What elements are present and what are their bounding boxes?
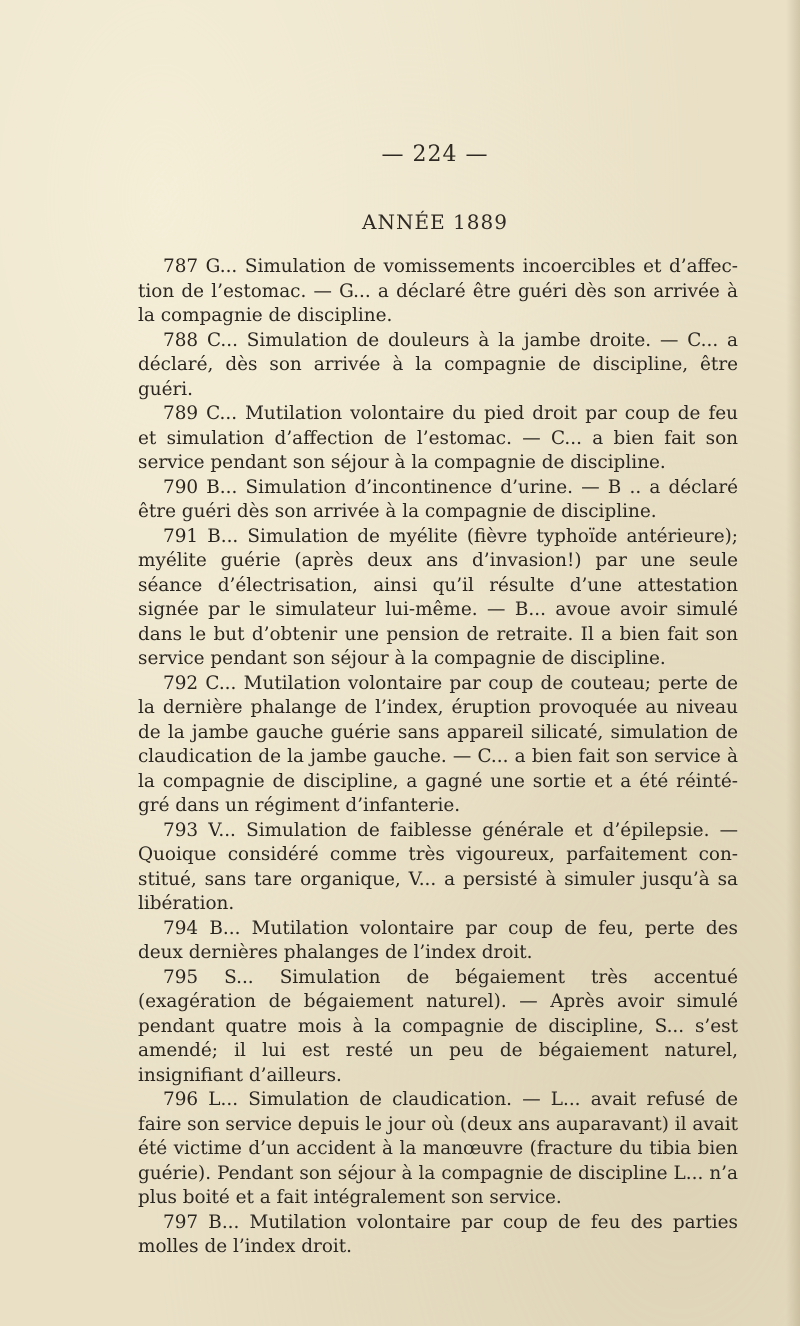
entry-789: 789 C... Mutilation volontaire du pied droit par coup de feu et simulation d’affection de l’estomac. — C... a bien fait son service pendant son séjour à la compagnie de discipline. (138, 403, 738, 473)
entry-795: 795 S... Simulation de bégaiement très accentué (exagération de bégaiement naturel). — Après avoir simulé pendant quatre mois à la compagnie de discipline, S... s’est amendé; il lui est resté un peu de bégaiement naturel, insignifiant d’ailleurs. (138, 966, 738, 1086)
year-heading: ANNÉE 1889 (362, 210, 508, 234)
entry-797: 797 B... Mutilation volontaire par coup de feu des parties molles de l’index droit. (138, 1211, 738, 1257)
entry-790: 790 B... Simulation d’incontinence d’urine. — B .. a déclaré être guéri dès son arrivée à la compagnie de discipline. (138, 476, 738, 522)
entries-list (138, 255, 738, 1260)
entry-793: 793 V... Simulation de faiblesse générale et d’épilepsie. — Quoique considéré comme très vigoureux, parfaitement con- stitué, sans tare organique, V... a persisté à simuler jusqu’à sa libération. (138, 819, 738, 914)
entry-787: 787 G... Simulation de vomissements incoercibles et d’affec- tion de l’estomac. — G... a déclaré être guéri dès son arrivée à la compagnie de discipline. (138, 256, 738, 326)
entry-796: 796 L... Simulation de claudication. — L... avait refusé de faire son service depuis le jour où (deux ans auparavant) il avait été victime d’un accident à la manœuvre (fracture du tibia bien guérie). Pendant son séjour à la compagnie de discipline L... n’a plus boité et a fait intégralement son service. (138, 1089, 738, 1208)
page-edge-shadow (786, 0, 800, 1326)
entry-792: 792 C... Mutilation volontaire par coup de couteau; perte de la dernière phalange de l’index, éruption provoquée au niveau de la jambe gauche guérie sans appareil silicaté, simulation de claudication de la jambe gauche. — C... a bien fait son service à la compagnie de discipline, a gagné une sortie et a été réinté- gré dans un régiment d’infanterie. (138, 672, 738, 816)
page-number: — 224 — (381, 142, 489, 167)
entry-794: 794 B... Mutilation volontaire par coup de feu, perte des deux dernières phalanges de l’index droit. (138, 917, 738, 963)
entry-791: 791 B... Simulation de myélite (fièvre typhoïde antérieure); myélite guérie (après deux ans d’invasion!) par une seule séance d’électrisation, ainsi qu’il résulte d’une attestation signée par le simulateur lui-même. — B... avoue avoir simulé dans le but d’obtenir une pension de retraite. Il a bien fait son service pendant son séjour à la compagnie de discipline. (138, 525, 738, 669)
entry-788: 788 C... Simulation de douleurs à la jambe droite. — C... a déclaré, dès son arrivée à la compagnie de discipline, être guéri. (138, 329, 738, 400)
